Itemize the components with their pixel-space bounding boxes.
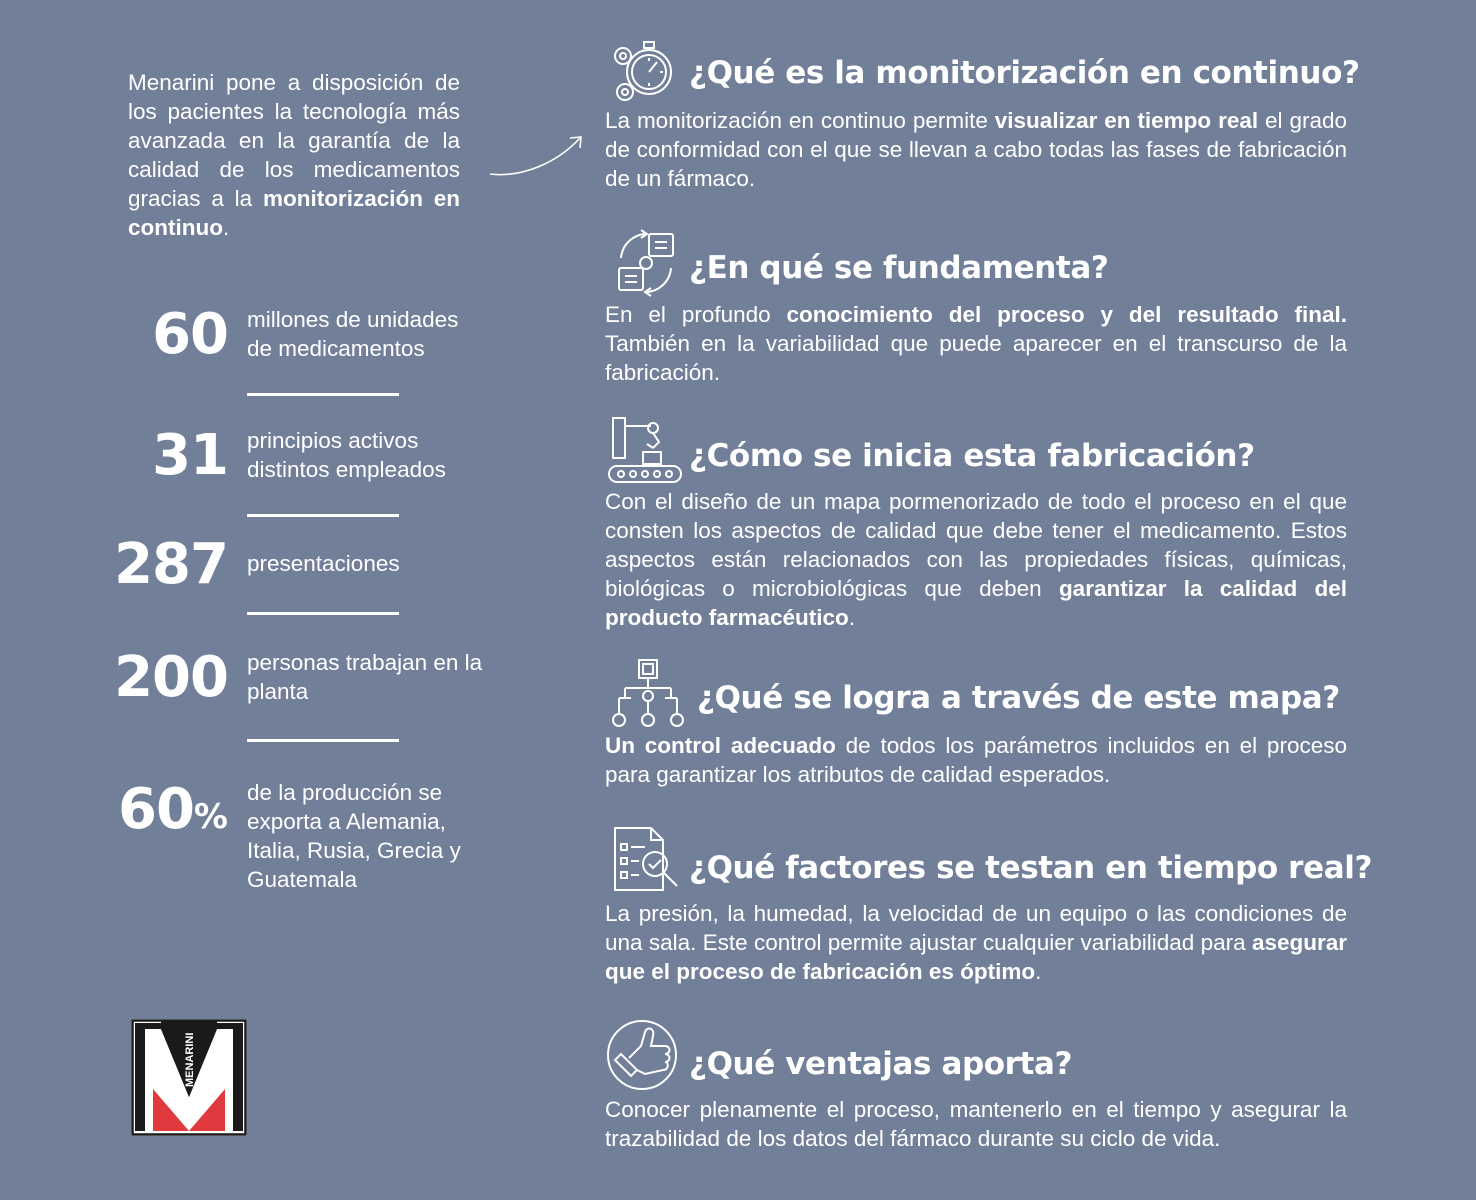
section-realtime-factors	[605, 826, 1373, 996]
section-title: ¿Qué es la monitorización en continuo?	[689, 55, 1360, 91]
section-body	[605, 487, 1347, 632]
section-foundation	[605, 228, 1347, 388]
intro-text: Menarini pone a disposición de los pacientes la tecnología más avanzada en la garantía de la calidad de los medicamentos gracias a la	[128, 70, 460, 211]
hierarchy-map-icon	[611, 658, 687, 730]
curved-arrow-icon	[488, 130, 588, 180]
stat-export	[0, 778, 520, 898]
stat-divider	[247, 739, 399, 742]
stat-units	[0, 302, 520, 385]
stat-active-ingredients	[0, 423, 520, 506]
stat-number: 200	[114, 645, 228, 710]
section-body-text: .	[1035, 959, 1042, 984]
section-manufacturing-start	[605, 414, 1347, 634]
section-body	[605, 1095, 1347, 1153]
section-body	[605, 899, 1347, 986]
section-body-text: el grado de conformidad con el que se llevan a cabo todas las fases de fabricación de un fármaco.	[605, 108, 1348, 191]
stat-description: personas trabajan en la planta	[247, 650, 483, 704]
stat-description: principios activos distintos empleados	[247, 428, 446, 482]
stat-presentations	[0, 532, 520, 615]
stat-divider	[247, 514, 399, 517]
intro-paragraph	[128, 68, 460, 242]
stat-employees	[0, 645, 520, 728]
section-continuous-monitoring	[605, 38, 1360, 198]
section-body-bold: Un control adecuado	[605, 733, 836, 758]
section-body-text: La monitorización en continuo permite	[605, 108, 995, 133]
thumbs-up-icon	[605, 1018, 679, 1092]
section-body-bold: garantizar la calidad del producto farmacéutico	[605, 576, 1347, 630]
process-cycle-icon	[611, 228, 681, 298]
section-body-bold: asegurar que el proceso de fabricación es óptimo	[605, 930, 1347, 984]
section-body-text: .	[848, 605, 856, 630]
section-body	[605, 300, 1347, 387]
menarini-logo	[131, 1019, 247, 1136]
svg-text:MENARINI: MENARINI	[184, 1032, 196, 1087]
section-body-bold: conocimiento del proceso y del resultado final.	[786, 302, 1347, 327]
section-body-text: de todos los parámetros incluidos en el proceso para garantizar los atributos de calidad esperados.	[605, 733, 1347, 787]
stat-description: presentaciones	[247, 551, 400, 576]
stat-divider	[247, 393, 399, 396]
section-title: ¿Qué se logra a través de este mapa?	[697, 680, 1340, 716]
stat-description: de la producción se exporta a Alemania, Italia, Rusia, Grecia y Guatemala	[247, 780, 461, 892]
section-body-text: La presión, la humedad, la velocidad de un equipo o las condiciones de una sala. Este control permite ajustar cualquier variabilidad para	[605, 901, 1347, 955]
robot-arm-conveyor-icon	[607, 416, 683, 486]
section-map-outcome	[605, 658, 1347, 798]
stat-number: 60	[152, 302, 228, 367]
section-body	[605, 731, 1347, 789]
stat-number: 31	[152, 423, 228, 488]
intro-text-end: .	[222, 215, 230, 240]
stat-description: millones de unidades de medicamentos	[247, 307, 459, 361]
section-body	[605, 106, 1347, 193]
section-title: ¿Qué ventajas aporta?	[689, 1046, 1073, 1082]
section-body-text: Conocer plenamente el proceso, mantenerlo en el tiempo y asegurar la trazabilidad de los datos del fármaco durante su ciclo de vida.	[605, 1097, 1347, 1151]
stat-number: 287	[114, 532, 228, 597]
section-body-text: En el profundo	[605, 302, 787, 327]
section-body-text: Con el diseño de un mapa pormenorizado de todo el proceso en el que consten los aspectos de calidad que debe tener el medicamento. Estos aspectos están relacionados con las propiedades físicas, químicas, biológicas o microbiológicas que deben	[605, 489, 1347, 601]
section-title: ¿Cómo se inicia esta fabricación?	[689, 438, 1255, 474]
section-advantages	[605, 1018, 1347, 1158]
stat-number: 60%	[117, 777, 228, 842]
section-title: ¿En qué se fundamenta?	[689, 250, 1109, 286]
document-magnifier-icon	[611, 826, 685, 894]
section-body-bold: visualizar en tiempo real	[994, 108, 1259, 133]
section-body-text: También en la variabilidad que puede aparecer en el transcurso de la fabricación.	[605, 331, 1347, 385]
intro-bold-text: monitorización en continuo	[128, 186, 461, 240]
section-title: ¿Qué factores se testan en tiempo real?	[689, 850, 1373, 886]
stopwatch-gears-icon	[609, 38, 681, 106]
stat-divider	[247, 612, 399, 615]
